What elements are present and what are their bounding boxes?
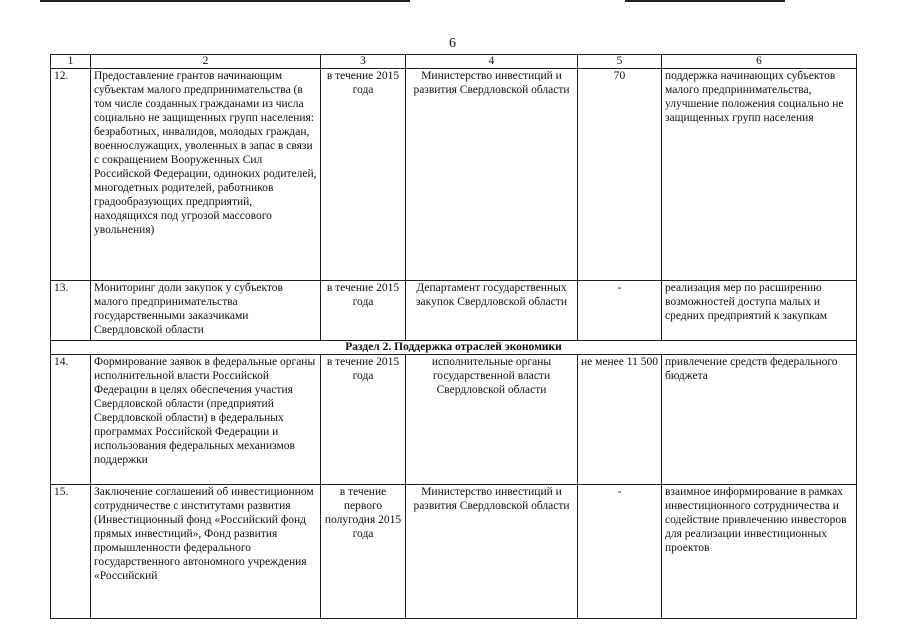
column-number: 5 xyxy=(578,55,662,69)
section-row xyxy=(51,341,857,355)
action-text: Заключение соглашений об инвестиционном сотрудничестве с институтами развития (Инвестиционный фонд «Российский фонд прямых инвестиций», Фонд развития промышленности федерального государственного автономного учреждения «Российский xyxy=(91,485,321,619)
term-text: в течение первого полугодия 2015 года xyxy=(321,485,406,619)
top-rule-left xyxy=(40,0,410,2)
row-number: 14. xyxy=(51,355,91,485)
amount-text: 70 xyxy=(578,69,662,281)
row-number: 12. xyxy=(51,69,91,281)
term-text: в течение 2015 года xyxy=(321,69,406,281)
table-row xyxy=(51,281,857,341)
executor-text: Министерство инвестиций и развития Свердловской области xyxy=(406,485,578,619)
column-number-row xyxy=(51,55,857,69)
row-number: 15. xyxy=(51,485,91,619)
column-number: 3 xyxy=(321,55,406,69)
term-text: в течение 2015 года xyxy=(321,281,406,341)
column-number: 1 xyxy=(51,55,91,69)
column-number: 4 xyxy=(406,55,578,69)
plan-table xyxy=(50,54,857,619)
amount-text: - xyxy=(578,485,662,619)
top-rule-right xyxy=(625,0,785,2)
executor-text: Министерство инвестиций и развития Свердловской области xyxy=(406,69,578,281)
result-text: реализация мер по расширению возможностей доступа малых и средних предприятий к закупкам xyxy=(662,281,857,341)
page-number: 6 xyxy=(449,36,456,51)
action-text: Предоставление грантов начинающим субъектам малого предпринимательства (в том числе созданных гражданами из числа социально не защищенных групп населения: безработных, инвалидов, молодых граждан, военнослужащих, уволенных в запас в связи с сокращением Вооруженных Сил Российской Федерации, одиноких родителей, многодетных родителей, работников градообразующих предприятий, находящихся под угрозой массового увольнения) xyxy=(91,69,321,281)
column-number: 2 xyxy=(91,55,321,69)
term-text: в течение 2015 года xyxy=(321,355,406,485)
action-text: Формирование заявок в федеральные органы исполнительной власти Российской Федерации в целях обеспечения участия Свердловской области (предприятий Свердловской области) в федеральных программах Российской Федерации и использования федеральных механизмов поддержки xyxy=(91,355,321,485)
amount-text: не менее 11 500 xyxy=(578,355,662,485)
result-text: поддержка начинающих субъектов малого предпринимательства, улучшение положения социально не защищенных групп населения xyxy=(662,69,857,281)
row-number: 13. xyxy=(51,281,91,341)
column-number: 6 xyxy=(662,55,857,69)
table-row xyxy=(51,69,857,281)
amount-text: - xyxy=(578,281,662,341)
table-row xyxy=(51,485,857,619)
result-text: привлечение средств федерального бюджета xyxy=(662,355,857,485)
executor-text: Департамент государственных закупок Свердловской области xyxy=(406,281,578,341)
result-text: взаимное информирование в рамках инвестиционного сотрудничества и содействие привлечению инвесторов для реализации инвестиционных проектов xyxy=(662,485,857,619)
action-text: Мониторинг доли закупок у субъектов малого предпринимательства государственными заказчиками Свердловской области xyxy=(91,281,321,341)
table-row xyxy=(51,355,857,485)
executor-text: исполнительные органы государственной власти Свердловской области xyxy=(406,355,578,485)
section-title: Раздел 2. Поддержка отраслей экономики xyxy=(51,341,857,355)
